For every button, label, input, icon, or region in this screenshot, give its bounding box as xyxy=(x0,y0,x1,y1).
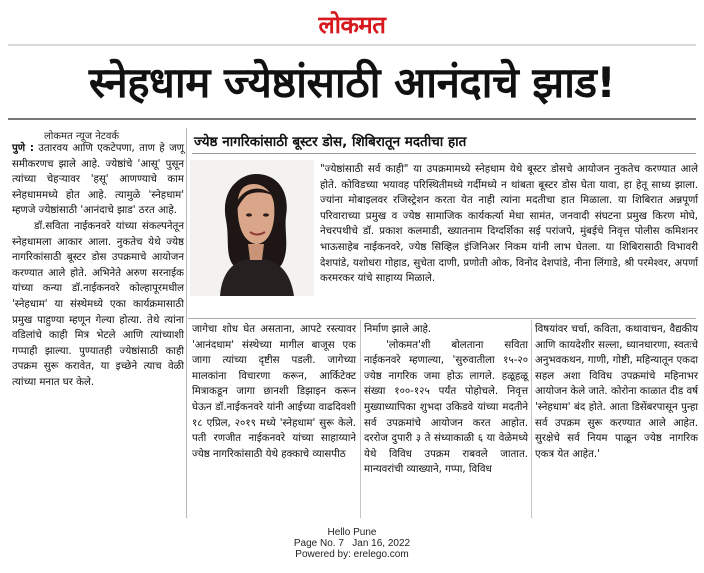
headline: स्नेहधाम ज्येष्ठांसाठी आनंदाचे झाड! xyxy=(88,58,616,107)
page-footer xyxy=(0,527,704,560)
column-divider-3 xyxy=(531,320,532,518)
article-column-2: जागेचा शोध घेत असताना, आपटे रस्त्यावर 'आनंदधाम' संस्थेच्या मागील बाजूस एक जागा त्यांच्या दृष्टीस पडली. जागेच्या मालकांना विचारणा करून, आर्किटेक्ट मित्राकडून जागा छानशी डिझाइन करून घेऊन डॉ.नाईकनवरे यांनी आईच्या वाढदिवशी १८ एप्रिल, २०१९ मध्ये 'स्नेहधाम' सुरू केले. पती रणजीत नाईकनवरे यांच्या साहाय्याने ज्येष्ठ नागरिकांसाठी येथे हक्काचे व्यासपीठ xyxy=(192,324,356,460)
publication-date: Jan 16, 2022 xyxy=(352,538,411,549)
powered-by: Powered by: erelego.com xyxy=(295,549,409,560)
column-3-paragraph-2: 'लोकमत'शी बोलताना सविता नाईकनवरे म्हणाल्या, 'सुरुवातीला १५-२० ज्येष्ठ नागरिक जमा होऊ लागले. हळूहळू संख्या १००-१२५ पर्यंत पोहोचले. निवृत्त मुख्याध्यापिका शुभदा उकिडवे यांच्या मदतीने सर्व उपक्रमांचे आयोजन करत आहोत. दररोज दुपारी ३ ते संध्याकाळी ६ या वेळेमध्ये येथे विविध उपक्रम राबवले जातात. मान्यवरांची व्याख्याने, गप्पा, विविध xyxy=(364,339,528,476)
column-3-paragraph-1: निर्माण झाले आहे. xyxy=(364,324,432,335)
column-divider xyxy=(186,128,187,518)
article-column-3 xyxy=(364,322,528,478)
dateline: पुणे : xyxy=(12,143,34,154)
column-1-paragraph-1 xyxy=(12,141,184,219)
masthead-logo: लोकमत xyxy=(318,11,386,39)
subheadline: ज्येष्ठ नागरिकांसाठी बूस्टर डोस, शिबिरातून मदतीचा हात xyxy=(194,134,467,150)
masthead xyxy=(0,8,704,41)
page-number: Page No. 7 xyxy=(293,538,344,549)
byline: लोकमत न्यूज नेटवर्क xyxy=(44,131,120,142)
article-column-4: विषयांवर चर्चा, कविता, कथावाचन, वैद्यकीय आणि कायदेशीर सल्ला, ध्यानधारणा, स्वतःचे अनुभवकथन, गाणी, गोष्टी, महिन्यातून एकदा सहल अशा विविध उपक्रमांचे महिनाभर आयोजन केले जाते. कोरोना काळात दीड वर्ष 'स्नेहधाम' बंद होते. आता डिसेंबरपासून पुन्हा सर्व उपक्रम सुरू करण्यात आले आहेत. सुरक्षेचे सर्व नियम पाळून ज्येष्ठ नागरिक एकत्र येत आहेत.' xyxy=(535,324,698,460)
page-info xyxy=(0,538,704,549)
portrait-illustration xyxy=(190,160,314,296)
article-column-1 xyxy=(12,141,184,391)
column-divider-2 xyxy=(360,320,361,518)
subheadline-rule xyxy=(192,153,696,154)
edition-name: Hello Pune xyxy=(327,527,377,538)
masthead-rule xyxy=(8,44,696,46)
boxed-story-text: "ज्येष्ठांसाठी सर्व काही" या उपक्रमामध्ये स्नेहधाम येथे बूस्टर डोसचे आयोजन नुकतेच करण्यात आले होते. कोविडच्या भयावह परिस्थितीमध्ये गर्दीमध्ये न थांबता बूस्टर डोस घेता यावा, हा हेतू साध्य झाला. ज्यांना मोबाइलवर रजिस्ट्रेशन करता येत नाही त्यांना मदतीचा हात मिळाला. या शिबिरात अन्नपूर्णा परिवाराच्या प्रमुख व ज्येष्ठ सामाजिक कार्यकर्त्या मेधा सामंत, जनवादी संघटना प्रमुख किरण मोघे, नेचरपथीचे डॉ. प्रकाश कलमाडी, ख्यातनाम दिग्दर्शिका सई परांजपे, मुंबईचे निवृत्त पोलीस कमिशनर भाऊसाहेब नाईकनवरे, ज्येष्ठ सिव्हिल इंजिनिअर निकम यांनी लाभ घेतला. या शिबिरासाठी विभावरी देशपांडे, यशोधरा गोहाड, सुचेता दाणी, प्रणोती ओक, विनोद देशपांडे, नीना लिंगाडे, श्री परमेश्वर, अपर्णा करमरकर यांचे साहाय्य मिळाले. xyxy=(320,164,698,285)
column-1-paragraph-2: डॉ.सविता नाईकनवरे यांच्या संकल्पनेतून स्नेहधामला आकार आला. नुकतेच येथे ज्येष्ठ नागरिकांसाठी बूस्टर डोस उपक्रमाचे आयोजन करण्यात आले होते. अभिनेते अरुण सरनाईक यांच्या कन्या डॉ.नाईकनवरे कोल्हापूरमधील 'स्नेहधाम' या संस्थेमध्ये एका कार्यक्रमासाठी प्रमुख पाहुण्या म्हणून गेल्या होत्या. तेथे त्यांना वडिलांचे काही मित्र भेटले आणि त्यांच्याशी गप्पाही झाल्या. पुण्यातही ज्येष्ठांसाठी काही उपक्रम सुरू करावेत, या इच्छेने त्याच वेळी त्यांच्या मनात घर केले. xyxy=(12,220,184,388)
section-rule xyxy=(188,318,696,319)
portrait-photo xyxy=(190,160,314,296)
column-1-text-1: उतारवय आणि एकटेपणा, ताण हे जणू समीकरणच झाले आहे. ज्येष्ठांचे 'आसू' पुसून त्यांच्या चेहऱ्यावर 'हसू' आणण्याचे काम स्नेहधाममध्ये होत आहे. त्यामुळे 'स्नेहधाम' म्हणजे ज्येष्ठांसाठी 'आनंदाचे झाड' ठरत आहे. xyxy=(12,143,184,217)
headline-rule xyxy=(8,118,696,120)
